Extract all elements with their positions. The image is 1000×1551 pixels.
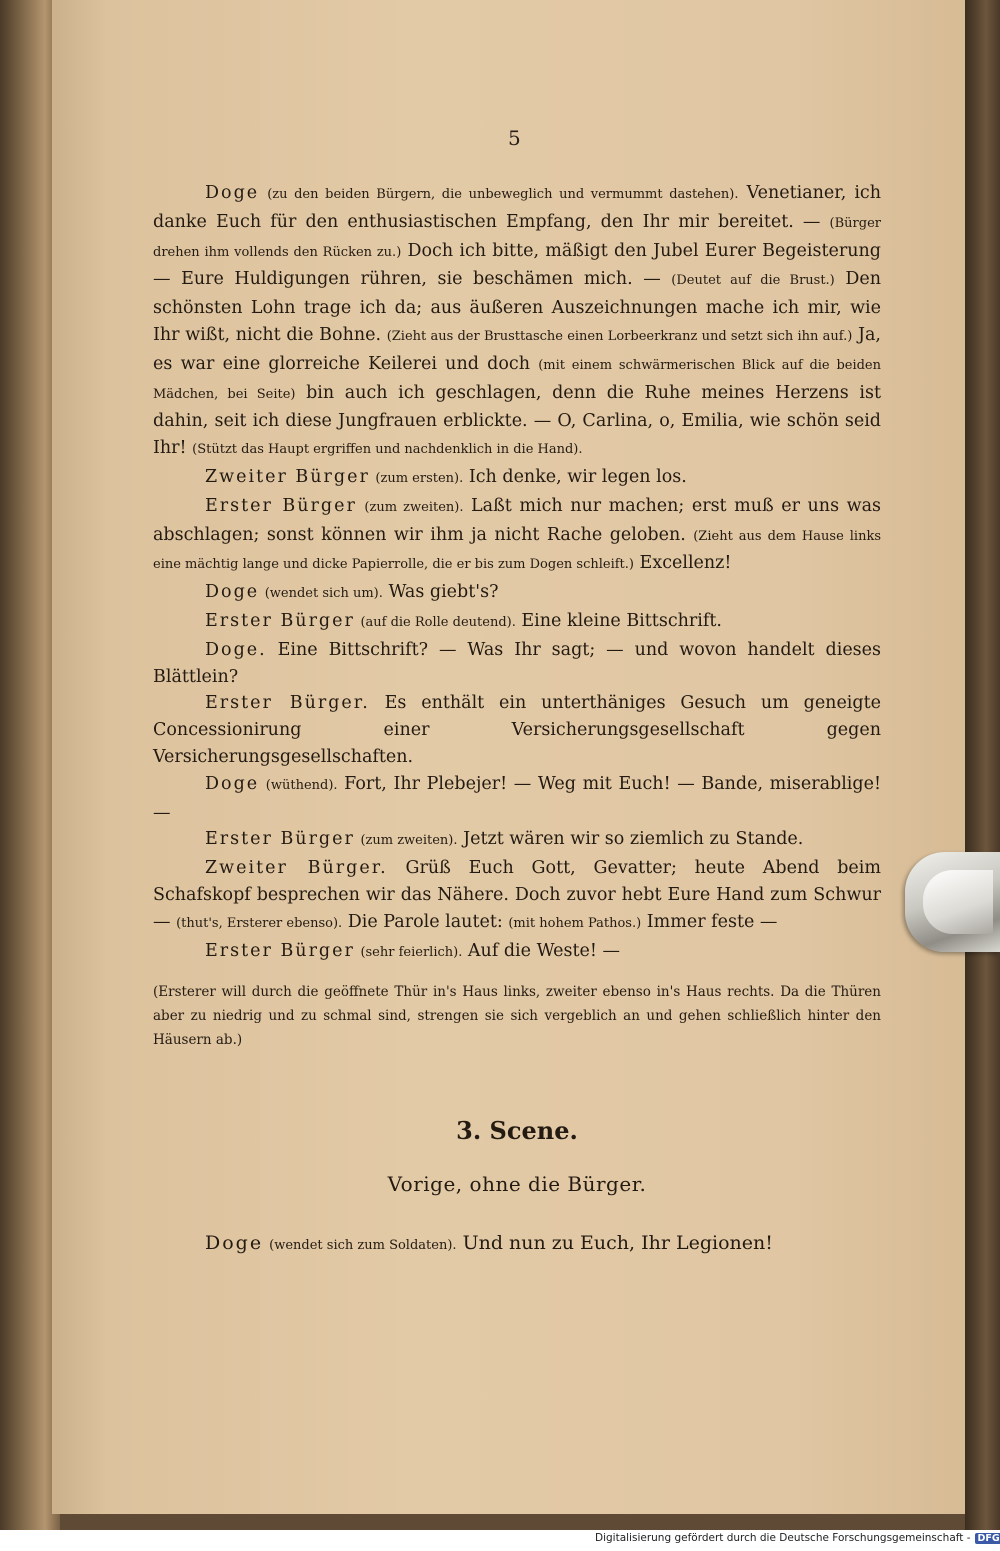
stage-direction: (zu den beiden Bürgern, die unbeweglich und vermummt dastehen). xyxy=(267,187,739,202)
dialogue: Doch ich bitte, mäßigt den Jubel Eurer Begeisterung — Eure Huldigungen rühren, sie beschämen mich. — xyxy=(153,240,881,290)
speaker: Erster Bürger xyxy=(205,610,355,631)
dialogue: Den schönsten Lohn trage ich da; aus äußeren Auszeichnungen mache ich mir, wie Ihr wißt, nicht die Bohne. xyxy=(153,269,881,345)
stage-direction: (mit einem schwärmerischen Blick auf die beiden Mädchen, bei Seite) xyxy=(153,357,881,402)
dialogue: Auf die Weste! — xyxy=(462,940,620,961)
stage-direction: (thut's, Ersterer ebenso). xyxy=(176,915,343,931)
speaker: Doge xyxy=(205,773,260,794)
digitization-footer xyxy=(595,1532,1000,1548)
stage-direction: (zum ersten). xyxy=(375,470,464,486)
dialogue: Die Parole lautet: xyxy=(342,911,509,932)
scene-title: 3. Scene. xyxy=(456,1116,578,1146)
stage-direction: (mit hohem Pathos.) xyxy=(508,915,642,931)
dialogue: Venetianer, ich danke Euch für den enthusiastischen Empfang, den Ihr mir bereitet. — xyxy=(153,183,881,232)
paragraph-4 xyxy=(153,579,881,608)
stage-direction: (auf die Rolle deutend). xyxy=(360,614,516,630)
paragraph-2 xyxy=(153,464,881,493)
paragraph-6 xyxy=(153,637,881,691)
dialogue: Und nun zu Euch, Ihr Legionen! xyxy=(456,1231,773,1254)
speaker: Erster Bürger xyxy=(205,495,357,516)
dialogue: Was giebt's? xyxy=(382,582,499,603)
dialogue: Fort, Ihr Plebejer! — Weg mit Euch! — Bande, miserablige! — xyxy=(153,773,881,823)
paragraph-5 xyxy=(153,608,881,637)
page-clip xyxy=(905,852,1000,952)
dialogue: bin auch ich geschlagen, denn die Ruhe meines Herzens ist dahin, seit ich diese Jungfrauen erblickte. — O, Carlina, o, Emilia, wie schön seid Ihr! xyxy=(153,382,881,459)
stage-direction: (sehr feierlich). xyxy=(360,944,463,960)
dialogue: Laßt mich nur machen; erst muß er uns was abschlagen; sonst können wir ihm ja nicht Rache geloben. xyxy=(153,495,882,545)
paragraph-10 xyxy=(153,855,881,937)
speaker: Doge xyxy=(205,1231,264,1254)
speaker: Zweiter Bürger xyxy=(205,466,370,487)
stage-direction: (Deutet auf die Brust.) xyxy=(671,273,835,289)
stage-direction-block: (Ersterer will durch die geöffnete Thür in's Haus links, zweiter ebenso in's Haus rechts. Da die Thüren aber zu niedrig und zu schmal sind, strengen sie sich vergeblich an und gehen schließlich hinter den Häusern ab.) xyxy=(153,984,881,1049)
book-spine xyxy=(0,0,60,1530)
scene-subtitle: Vorige, ohne die Bürger. xyxy=(387,1172,647,1197)
last-line xyxy=(153,1230,881,1260)
paragraph-1 xyxy=(153,180,881,464)
speaker: Zweiter Bürger. xyxy=(205,858,388,879)
speaker: Erster Bürger xyxy=(205,940,355,961)
dialogue: Ich denke, wir legen los. xyxy=(463,466,687,487)
stage-direction: (Bürger drehen ihm vollends den Rücken zu.) xyxy=(153,215,881,260)
dialogue: Ja, es war eine glorreiche Keilerei und doch xyxy=(153,324,881,374)
speaker: Doge xyxy=(205,183,260,203)
speaker: Doge. xyxy=(205,639,267,660)
speaker: Erster Bürger xyxy=(205,829,355,850)
speaker: Erster Bürger. xyxy=(205,693,370,714)
dialogue: Es enthält ein unterthäniges Gesuch um geneigte Concessionirung einer Versicherungsgesellschaft gegen Versicherungsgesellschaften. xyxy=(153,693,881,767)
stage-direction: (wüthend). xyxy=(265,777,338,793)
stage-direction: (Zieht aus der Brusttasche einen Lorbeerkranz und setzt sich ihn auf.) xyxy=(386,328,853,344)
book-edge xyxy=(965,0,1000,1530)
speaker: Doge xyxy=(205,582,260,603)
paragraph-7 xyxy=(153,690,881,770)
stage-direction: (wendet sich um). xyxy=(264,586,383,602)
dialogue: Jetzt wären wir so ziemlich zu Stande. xyxy=(457,829,804,850)
page-body xyxy=(153,180,881,1260)
footer-text: Digitalisierung gefördert durch die Deutsche Forschungsgemeinschaft - xyxy=(595,1532,971,1544)
paragraph-8 xyxy=(153,771,881,827)
dialogue: Eine Bittschrift? — Was Ihr sagt; — und wovon handelt dieses Blättlein? xyxy=(153,639,881,687)
stage-direction: (wendet sich zum Soldaten). xyxy=(269,1237,457,1253)
dialogue: Eine kleine Bittschrift. xyxy=(515,610,722,631)
dialogue: Excellenz! xyxy=(633,553,732,574)
stage-direction: (Stützt das Haupt ergriffen und nachdenklich in die Hand). xyxy=(192,442,583,458)
stage-direction: (zum zweiten). xyxy=(360,833,458,849)
dialogue: Immer feste — xyxy=(641,911,778,932)
paragraph-3 xyxy=(153,493,881,579)
paragraph-11 xyxy=(153,938,881,967)
page-number: 5 xyxy=(508,126,521,150)
dialogue: Grüß Euch Gott, Gevatter; heute Abend beim Schafskopf besprechen wir das Nähere. Doch zuvor hebt Eure Hand zum Schwur — xyxy=(153,858,881,932)
stage-direction: (zum zweiten). xyxy=(364,499,464,515)
stage-direction: (Zieht aus dem Hause links eine mächtig lange und dicke Papierrolle, die er bis zum Dogen schleift.) xyxy=(153,528,881,573)
dfg-logo: DFG xyxy=(975,1533,1000,1544)
paragraph-9 xyxy=(153,826,881,855)
